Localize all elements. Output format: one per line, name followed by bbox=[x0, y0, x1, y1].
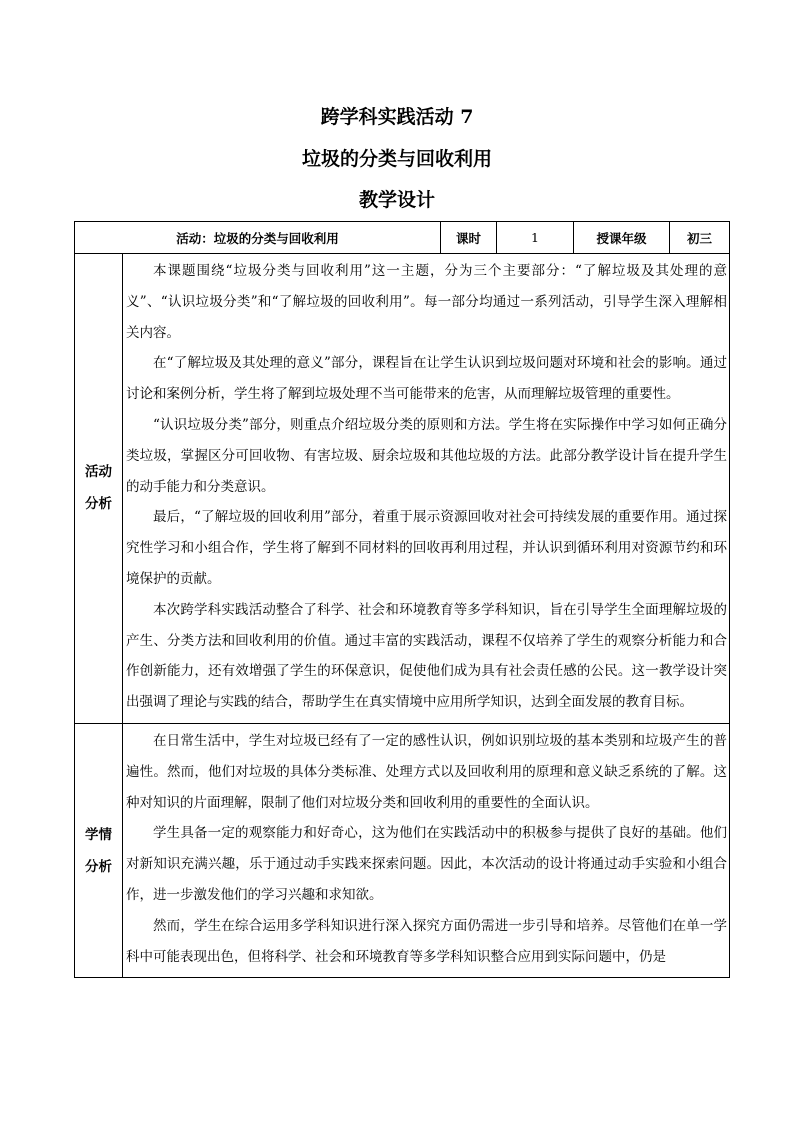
paragraph: 在日常生活中，学生对垃圾已经有了一定的感性认识，例如识别垃圾的基本类别和垃圾产生的普遍性。然而，他们对垃圾的具体分类标准、处理方式以及回收利用的原理和意义缺乏系统的了解。这种对知识的片面理解，限制了他们对垃圾分类和回收利用的重要性的全面认识。 bbox=[126, 732, 728, 811]
header-row bbox=[75, 222, 730, 254]
paragraph: 最后，“了解垃圾的回收利用”部分，着重于展示资源回收对社会可持续发展的重要作用。通过探究性学习和小组合作，学生将了解到不同材料的回收再利用过程，并认识到循环利用对资源节约和环境保护的贡献。 bbox=[126, 509, 728, 587]
paragraph: 本课题围绕“垃圾分类与回收利用”这一主题，分为三个主要部分：“了解垃圾及其处理的意义”、“认识垃圾分类”和“了解垃圾的回收利用”。每一部分均通过一系列活动，引导学生深入理解相关内容。 bbox=[126, 263, 728, 341]
grade-label-cell: 授课年级 bbox=[574, 222, 670, 254]
doc-title-line3: 教学设计 bbox=[358, 189, 435, 211]
activity-analysis-label-line1: 活动 bbox=[85, 464, 112, 481]
activity-analysis-label-line2: 分析 bbox=[85, 496, 112, 513]
student-analysis-label-line1: 学情 bbox=[85, 826, 112, 843]
student-analysis-label-line2: 分析 bbox=[85, 858, 112, 875]
lesson-design-table bbox=[74, 221, 730, 978]
activity-analysis-label bbox=[75, 254, 123, 724]
period-label-cell: 课时 bbox=[441, 222, 497, 254]
period-value-cell: 1 bbox=[497, 222, 574, 254]
paragraph: 学生具备一定的观察能力和好奇心，这为他们在实践活动中的积极参与提供了良好的基础。他们对新知识充满兴趣，乐于通过动手实践来探索问题。因此，本次活动的设计将通过动手实验和小组合作，进一步激发他们的学习兴趣和求知欲。 bbox=[126, 825, 728, 903]
activity-analysis-row bbox=[75, 254, 730, 724]
doc-title-line2: 垃圾的分类与回收利用 bbox=[301, 148, 492, 170]
activity-name-cell: 活动：垃圾的分类与回收利用 bbox=[75, 222, 441, 254]
student-analysis-row bbox=[75, 723, 730, 977]
doc-title-line1: 跨学科实践活动 7 bbox=[320, 106, 474, 128]
activity-analysis-content bbox=[123, 254, 730, 724]
student-analysis-label bbox=[75, 723, 123, 977]
paragraph: 本次跨学科实践活动整合了科学、社会和环境教育等多学科知识，旨在引导学生全面理解垃圾的产生、分类方法和回收利用的价值。通过丰富的实践活动，课程不仅培养了学生的观察分析能力和合作创新能力，还有效增强了学生的环保意识，促使他们成为具有社会责任感的公民。这一教学设计突出强调了理论与实践的结合，帮助学生在真实情境中应用所学知识，达到全面发展的教育目标。 bbox=[126, 601, 728, 711]
paragraph: “认识垃圾分类”部分，则重点介绍垃圾分类的原则和方法。学生将在实际操作中学习如何正确分类垃圾，掌握区分可回收物、有害垃圾、厨余垃圾和其他垃圾的方法。此部分教学设计旨在提升学生的动手能力和分类意识。 bbox=[126, 416, 728, 495]
paragraph: 然而，学生在综合运用多学科知识进行深入探究方面仍需进一步引导和培养。尽管他们在单一学科中可能表现出色，但将科学、社会和环境教育等多学科知识整合应用到实际问题中，仍是 bbox=[126, 917, 728, 965]
grade-value-cell: 初三 bbox=[670, 222, 730, 254]
student-analysis-content bbox=[123, 723, 730, 977]
paragraph: 在“了解垃圾及其处理的意义”部分，课程旨在让学生认识到垃圾问题对环境和社会的影响。通过讨论和案例分析，学生将了解到垃圾处理不当可能带来的危害，从而理解垃圾管理的重要性。 bbox=[126, 355, 728, 403]
